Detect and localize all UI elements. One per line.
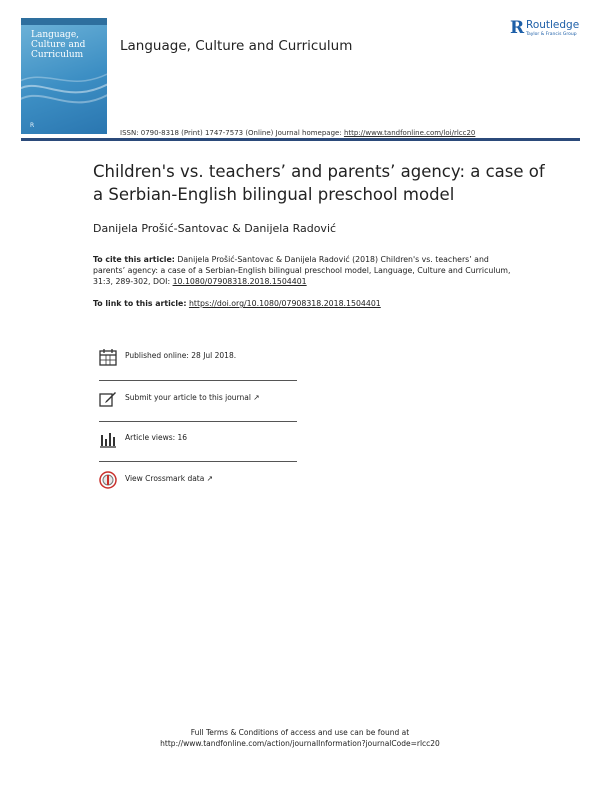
citation-block bbox=[93, 254, 523, 287]
crossmark-link[interactable]: View Crossmark data ↗ bbox=[125, 474, 214, 483]
published-online-item bbox=[99, 344, 297, 370]
link-label: To link to this article: bbox=[93, 299, 187, 308]
edit-icon bbox=[99, 390, 117, 408]
publisher-logo[interactable] bbox=[510, 18, 590, 40]
info-divider bbox=[99, 421, 297, 422]
crossmark-item[interactable] bbox=[99, 467, 297, 493]
journal-title: Language, Culture and Curriculum bbox=[120, 38, 353, 54]
routledge-icon: R bbox=[510, 18, 525, 38]
cover-swirl-graphic bbox=[21, 56, 107, 126]
citation-doi-link[interactable]: 10.1080/07908318.2018.1504401 bbox=[172, 277, 307, 286]
published-online-text: Published online: 28 Jul 2018. bbox=[125, 351, 237, 360]
citation-text: Danijela Prošić-Santovac & Danijela Radović (2018) Children's vs. teachers’ and parents’ agency: a case of a Serbian-English bilingual preschool model, Language, Culture and Curriculum, 31:3, 289-302, DOI: bbox=[93, 255, 511, 286]
citation-label: To cite this article: bbox=[93, 255, 175, 264]
info-divider bbox=[99, 461, 297, 462]
info-divider bbox=[99, 380, 297, 381]
calendar-icon bbox=[99, 348, 117, 366]
publisher-name: Routledge bbox=[526, 19, 580, 31]
issn-line bbox=[120, 129, 475, 137]
publisher-tagline: Taylor & Francis Group bbox=[526, 32, 577, 37]
footer-terms-link[interactable]: http://www.tandfonline.com/action/journalInformation?journalCode=rlcc20 bbox=[160, 739, 440, 748]
submit-article-link[interactable]: Submit your article to this journal ↗ bbox=[125, 393, 260, 402]
article-authors: Danijela Prošić-Santovac & Danijela Radović bbox=[93, 222, 337, 235]
cover-publisher-mark: R bbox=[30, 122, 35, 129]
article-link-line bbox=[93, 299, 381, 308]
external-link-icon: ↗ bbox=[253, 393, 260, 402]
header-divider bbox=[21, 138, 580, 141]
journal-cover bbox=[21, 18, 107, 134]
article-views-text: Article views: 16 bbox=[125, 433, 188, 442]
submit-article-item[interactable] bbox=[99, 386, 297, 412]
cover-top-strip bbox=[21, 18, 107, 25]
cover-title: Language, Culture and Curriculum bbox=[31, 30, 86, 60]
issn-text: ISSN: 0790-8318 (Print) 1747-7573 (Online) Journal homepage: bbox=[120, 129, 342, 137]
footer-terms bbox=[100, 727, 500, 749]
article-title: Children's vs. teachers’ and parents’ agency: a case of a Serbian-English bilingual preschool model bbox=[93, 162, 545, 204]
footer-line-1: Full Terms & Conditions of access and use can be found at bbox=[190, 728, 410, 737]
journal-homepage-link[interactable]: http://www.tandfonline.com/loi/rlcc20 bbox=[343, 129, 476, 137]
article-doi-link[interactable]: https://doi.org/10.1080/07908318.2018.1504401 bbox=[188, 299, 381, 308]
external-link-icon: ↗ bbox=[206, 474, 214, 483]
crossmark-icon bbox=[99, 471, 117, 489]
bar-chart-icon bbox=[99, 430, 117, 448]
article-views-item bbox=[99, 426, 297, 452]
